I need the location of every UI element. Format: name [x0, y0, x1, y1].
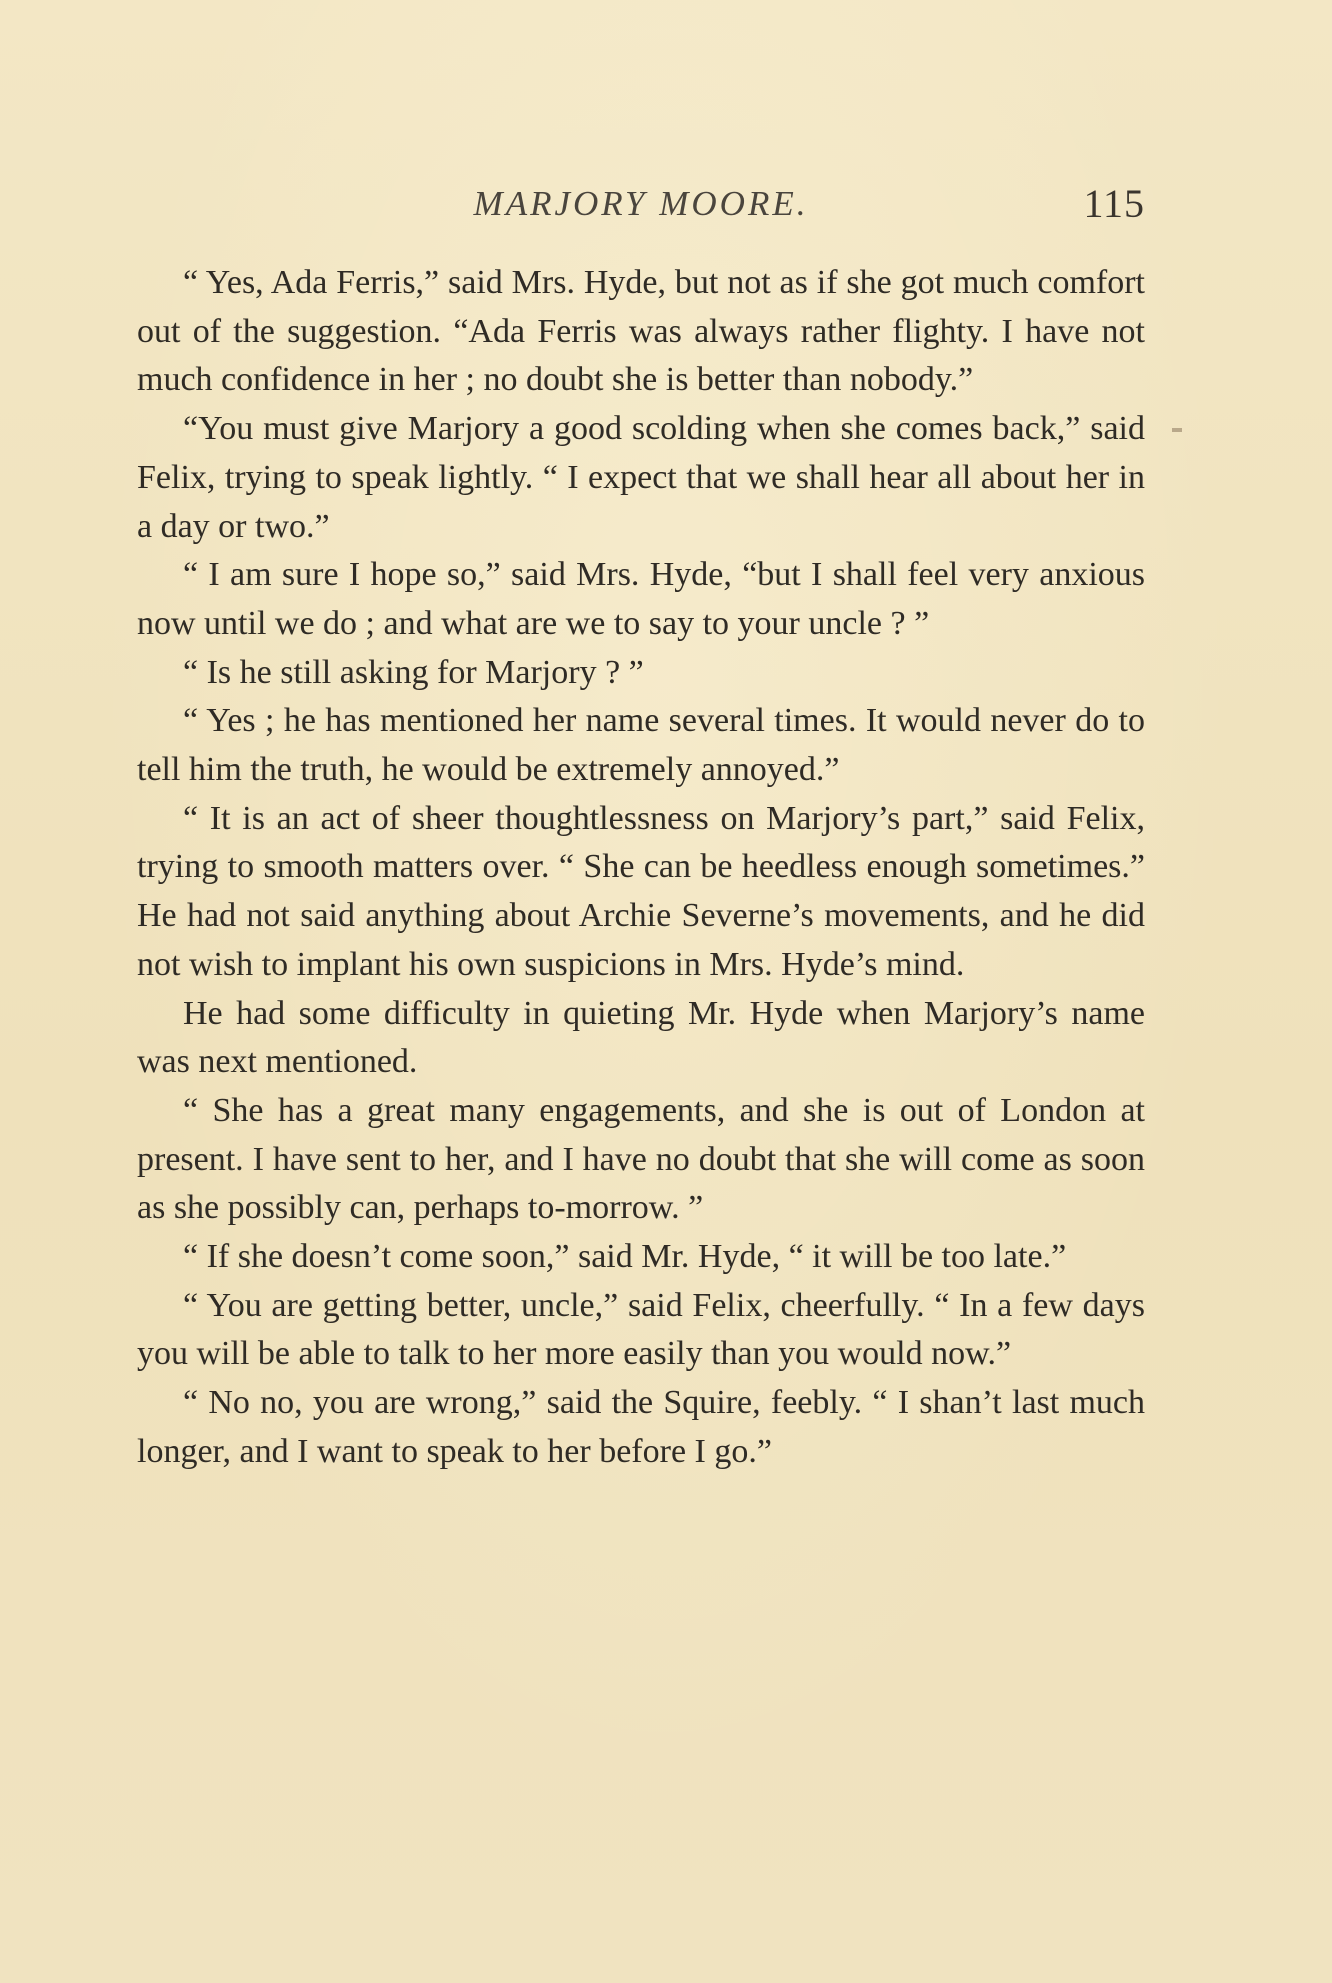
paragraph: “ It is an act of sheer thoughtlessness on Marjory’s part,” said Felix, trying to smooth matters over. “ She can be heedless enough sometimes.” He had not said anything about Archie Severne’s movements, and he did not wish to implant his own suspicions in Mrs. Hyde’s mind. [137, 799, 1145, 983]
page-header [137, 180, 1145, 240]
running-title: MARJORY MOORE. [473, 184, 809, 223]
paragraph: “ If she doesn’t come soon,” said Mr. Hyde, “ it will be too late.” [183, 1238, 1067, 1276]
margin-mark [1172, 428, 1182, 432]
paragraph: “ I am sure I hope so,” said Mrs. Hyde, “but I shall feel very anxious now until we do ; and what are we to say to your uncle ? ” [137, 556, 1145, 642]
paragraph: “ Yes, Ada Ferris,” said Mrs. Hyde, but not as if she got much comfort out of the suggestion. “Ada Ferris was always rather flighty. I have not much confidence in her ; no doubt she is better than nobody.” [137, 264, 1145, 399]
paragraph: “You must give Marjory a good scolding when she comes back,” said Felix, trying to speak lightly. “ I expect that we shall hear all about her in a day or two.” [137, 410, 1145, 545]
paragraph: “ Is he still asking for Marjory ? ” [183, 653, 644, 691]
paragraph: “ She has a great many engagements, and she is out of London at present. I have sent to her, and I have no doubt that she will come as soon as she possibly can, perhaps to-morrow. ” [137, 1091, 1145, 1227]
paragraph: “ You are getting better, uncle,” said Felix, cheerfully. “ In a few days you will be able to talk to her more easily than you would now.” [137, 1286, 1145, 1373]
body-text [137, 259, 1145, 1477]
paragraph: He had some difficulty in quieting Mr. Hyde when Marjory’s name was next mentioned. [137, 994, 1145, 1081]
paragraph: “ Yes ; he has mentioned her name several times. It would never do to tell him the truth, he would be extremely annoyed.” [137, 702, 1145, 789]
page-number: 115 [1083, 181, 1145, 226]
paragraph: “ No no, you are wrong,” said the Squire, feebly. “ I shan’t last much longer, and I want to speak to her before I go.” [137, 1384, 1145, 1470]
